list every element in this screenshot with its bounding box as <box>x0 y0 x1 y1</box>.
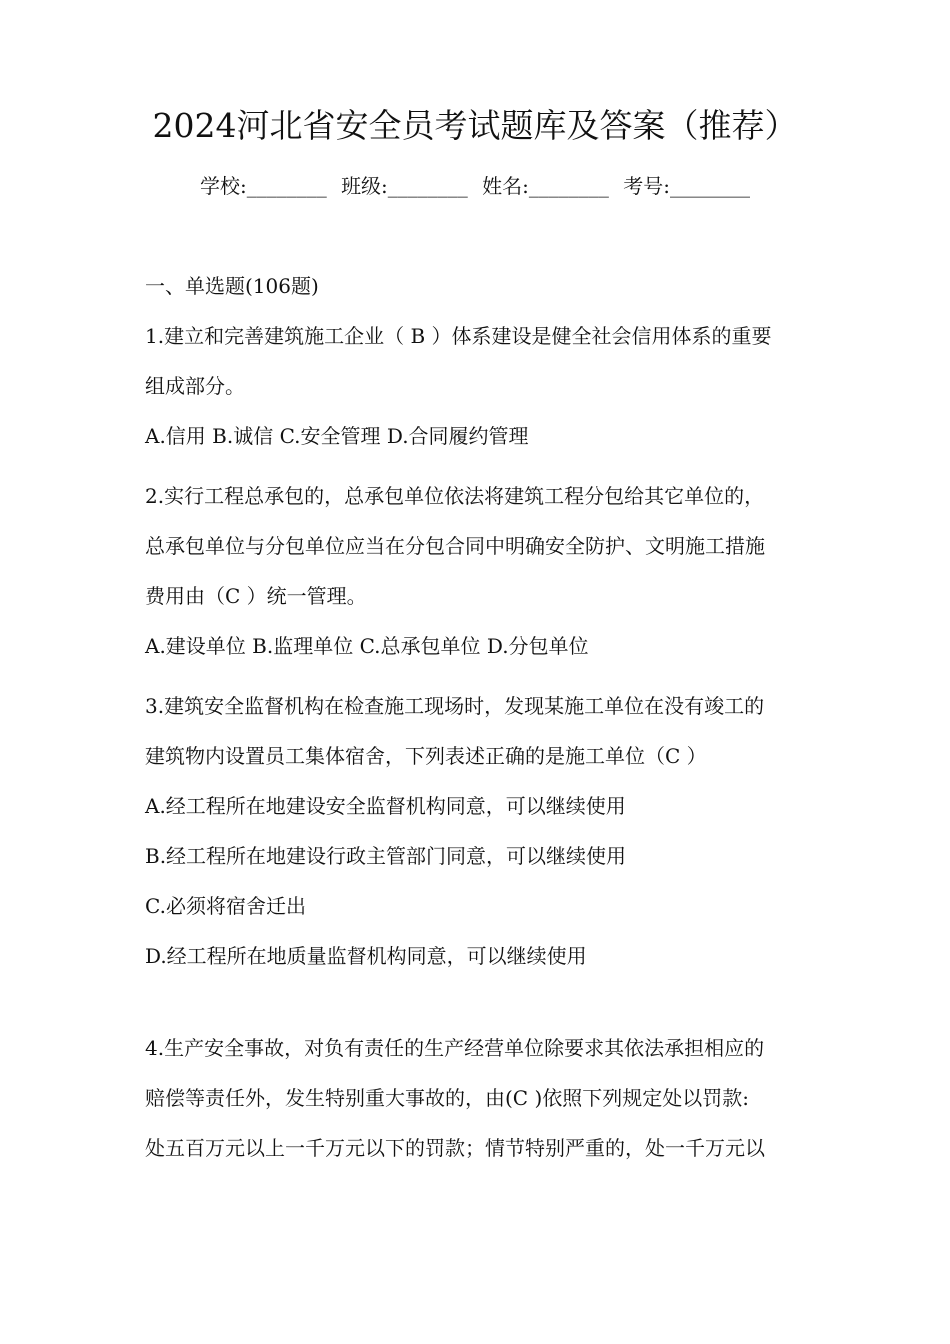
question-text-line: 3.建筑安全监督机构在检查施工现场时，发现某施工单位在没有竣工的 <box>145 694 765 718</box>
student-info-line <box>0 170 950 202</box>
school-field: 学校:________ <box>199 174 327 198</box>
question-text-line: 费用由（C ）统一管理。 <box>145 584 367 608</box>
question-text-line: 1.建立和完善建筑施工企业（ B ）体系建设是健全社会信用体系的重要 <box>145 324 772 348</box>
question-list <box>145 268 815 1180</box>
option-line: B.经工程所在地建设行政主管部门同意，可以继续使用 <box>145 844 627 868</box>
question-2 <box>145 478 815 664</box>
option-line: C.必须将宿舍迁出 <box>145 894 306 918</box>
question-3 <box>145 688 815 974</box>
spacer <box>145 468 815 478</box>
spacer <box>145 678 815 688</box>
question-text-line: 赔偿等责任外，发生特别重大事故的，由(C )依照下列规定处以罚款: <box>145 1086 750 1110</box>
option-line: A.经工程所在地建设安全监督机构同意，可以继续使用 <box>145 794 626 818</box>
question-text-line: 处五百万元以上一千万元以下的罚款；情节特别严重的，处一千万元以 <box>145 1136 765 1160</box>
question-text-line: 总承包单位与分包单位应当在分包合同中明确安全防护、文明施工措施 <box>145 534 765 558</box>
question-text-line: 4.生产安全事故，对负有责任的生产经营单位除要求其依法承担相应的 <box>145 1036 765 1060</box>
question-text-line: 组成部分。 <box>145 374 245 398</box>
question-1 <box>145 318 815 454</box>
document-title: 2024河北省安全员考试题库及答案（推荐） <box>152 106 798 145</box>
class-field: 班级:________ <box>341 174 468 198</box>
question-text-line: 2.实行工程总承包的，总承包单位依法将建筑工程分包给其它单位的， <box>145 484 765 508</box>
exam-number-field: 考号:________ <box>623 174 751 198</box>
option-line: D.经工程所在地质量监督机构同意，可以继续使用 <box>145 944 587 968</box>
option-line: A.信用 B.诚信 C.安全管理 D.合同履约管理 <box>145 424 529 448</box>
option-line: A.建设单位 B.监理单位 C.总承包单位 D.分包单位 <box>145 634 589 658</box>
spacer <box>145 988 815 1030</box>
section-heading: 一、单选题(106题) <box>145 274 319 298</box>
question-text-line: 建筑物内设置员工集体宿舍，下列表述正确的是施工单位（C ） <box>145 744 707 768</box>
name-field: 姓名:________ <box>482 174 609 198</box>
question-4 <box>145 1030 815 1166</box>
